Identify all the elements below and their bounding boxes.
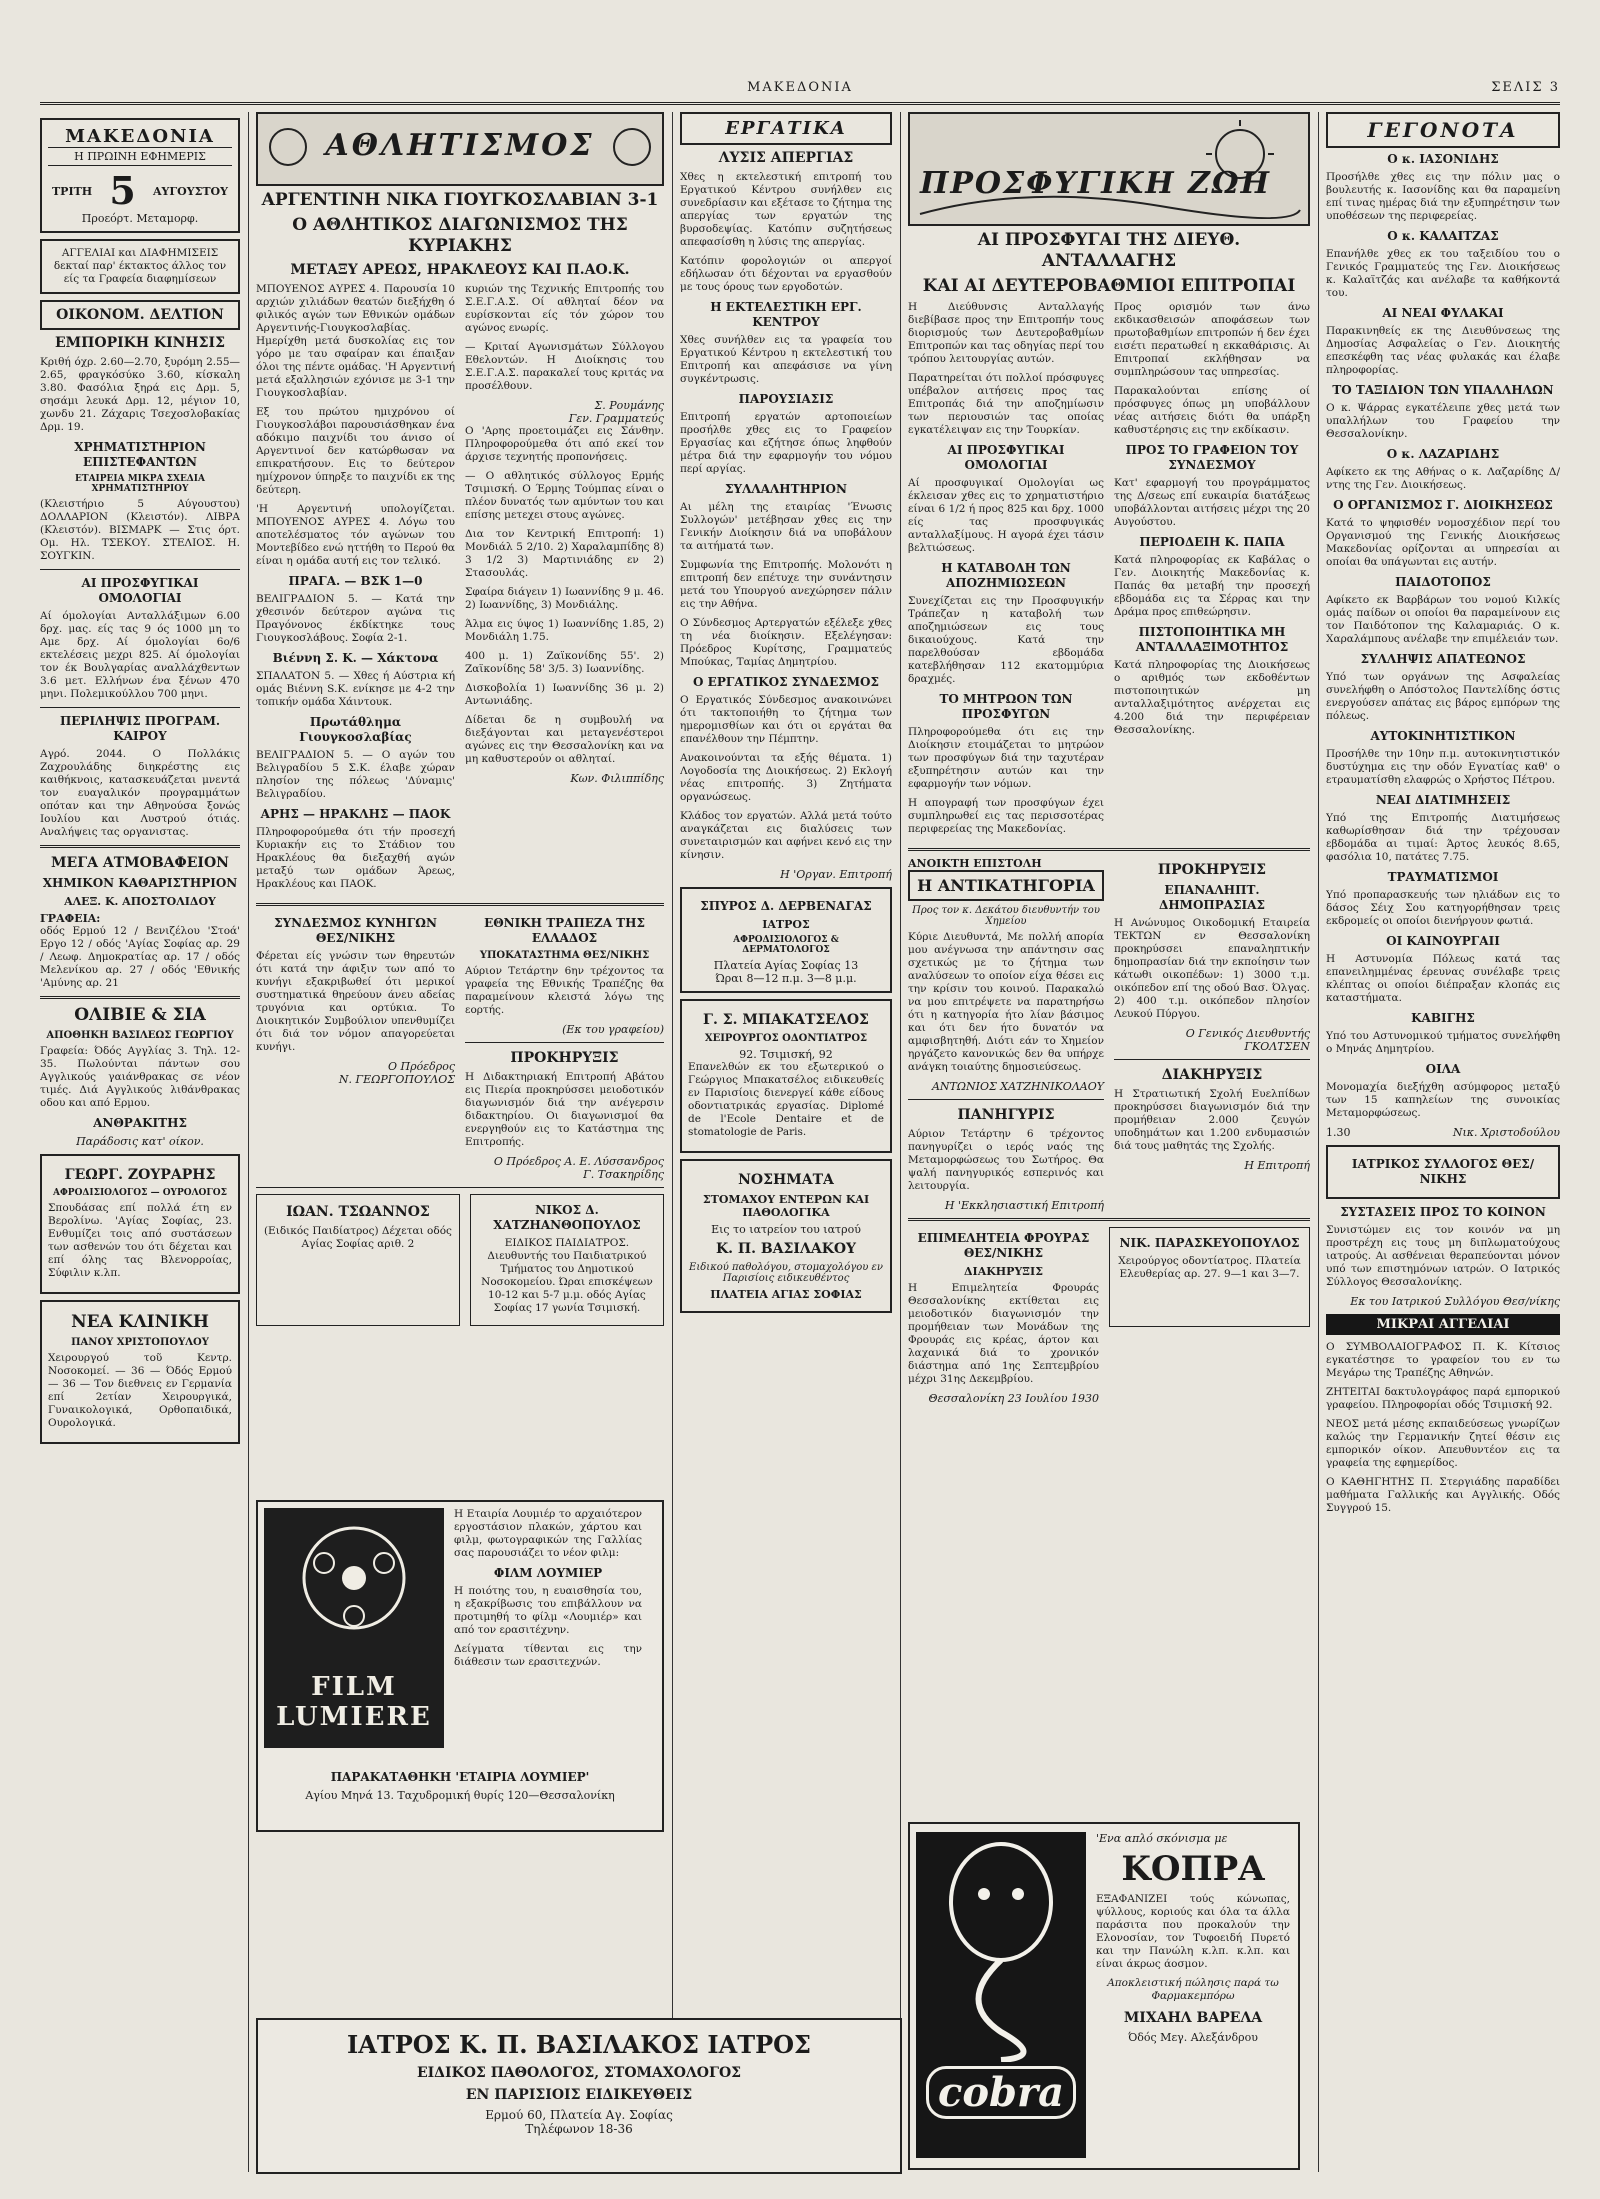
sports-para: Δισκοβολία 1) Ιωαννίδης 36 μ. 2) Αντωνιάδης. [465,682,664,707]
sports-result: Βιέννη Σ. Κ. — Χάκτονα [272,651,439,665]
declaration-heading: ΠΡΟΚΗΡΥΞΙΣ [510,1050,619,1066]
kopra-sale: Αποκλειστική πώλησις παρά τω Φαρμακεμπόρω [1107,1977,1279,2002]
column-rule [672,112,673,2172]
labour-label: ΕΡΓΑΤΙΚΑ [680,112,892,145]
lumiere-depot [256,1760,664,1832]
commerce-text: Κριθή όχρ. 2.60—2.70, ξυρόμη 2.55—2.65, φραγκόσύκο 3.60, κίσκαλη 3.80. Φασόλια ξηρά εις Δρμ. 5, σησάμι λευκά Δρμ. 12, μέγιον 10, χωνδυ 21. Ζάχαρις Τσεχοσλοβακίας Δρμ. 19. [40,356,240,433]
refugee-subheading: ΠΡΟΣ ΤΟ ΓΡΑΦΕΙΟΝ ΤΟΥ ΣΥΝΔΕΣΜΟΥ [1125,443,1299,472]
zourar-name: ΓΕΩΡΓ. ΖΟΥΡΑΡΗΣ [64,1167,216,1183]
vasilakos-address: Ερμού 60, Πλατεία Αγ. Σοφίας [485,2108,673,2122]
refugee-logo-text: ΠΡΟΣΦΥΓΙΚΗ ΖΩΗ [920,166,1271,201]
finance-banner: ΟΙΚΟΝΟΜ. ΔΕΛΤΙΟΝ [40,300,240,330]
vasilakos-training: ΕΝ ΠΑΡΙΣΙΟΙΣ ΕΙΔΙΚΕΥΘΕΙΣ [465,2087,693,2103]
stomach-subheading: ΣΤΟΜΑΧΟΥ ΕΝΤΕΡΩΝ ΚΑΙ ΠΑΘΟΛΟΓΙΚΑ [702,1193,870,1219]
sports-para: κυριών της Τεχνικής Επιτροπής του Σ.Ε.Γ.Α.Σ. Οί αθληταί δέον να ευρίσκονται είς τόν χώρον του αγώνος ενωρίς. [465,283,664,334]
signature: Ο Πρόεδρος [388,1060,455,1073]
kopra-seller: ΜΙΧΑΗΛ ΒΑΡΕΛΑ [1123,2010,1263,2026]
labour-subheading: Ο ΕΡΓΑΤΙΚΟΣ ΣΥΝΔΕΣΜΟΣ [693,675,879,689]
sports-left-subcolumn [256,283,455,897]
event-text: Αφίκετο εκ Βαρβάρων του νομού Κιλκίς ομάς παίδων οι οποίοι θα παραμείνουν εις τον Παιδότοπον της Καλαμαριάς. Ο κ. Χαραλάμπους ανέλαβε την επιμέλειάν των. [1326,594,1560,645]
vasilakos-ad [256,2018,902,2174]
column-rule [1318,112,1319,2172]
paraskevopoulos-ad [1109,1227,1310,1327]
refugee-bonds-text: Αί όμολογίαι Ανταλλάξιμων 6.00 δρχ. μας. είς τας 9 ός 1000 μη το Αμε δρχ. Αί όμολογίαι 6ο/6 εκτελέσεις μεχρι 825. Αί όμολογίαι τον έκ Βουλγαρίας αναλλάχθεντων 3.6 μετ. Ελλήνων ένα ξένων 470 μηνι. Πολεμικούλλου 700 μηνι. [40,610,240,700]
sports-para: Σφαίρα διάγειν 1) Ιωαννίδης 9 μ. 46. 2) Ιωαννίδης, 3) Μονδιάλης. [465,586,664,611]
issue-feast: Προεόρτ. Μεταμορφ. [81,212,199,225]
lumiere-depot-address: Αγίου Μηνά 13. Ταχυδρομική θυρίς 120—Θεσσαλονίκη [305,1789,615,1802]
column-labour [680,112,892,2002]
radio-heading: ΠΕΡΙΛΗΨΙΣ ΠΡΟΓΡΑΜ. ΚΑΙΡΟΥ [59,714,221,743]
feast-text: Αύριον Τετάρτην 6 τρέχοντος πανηγυρίζει ο ιερός ναός της Μεταμορφώσεως του Σωτήρος. Θα ψαλή πανηγυρικός εσπερινός και λειτουργία. [908,1128,1104,1192]
refugee-para: Κατά πληροφορίας εκ Καβάλας ο Γεν. Διοικητής Μακεδονίας κ. Παπάς θα μεταβή την προσεχή εβδομάδα εις τα Σέρρας και την Δράμα προς επιθεώρησιν. [1114,554,1310,618]
event-heading: ΑΥΤΟΚΙΝΗΤΙΣΤΙΚΟΝ [1370,729,1516,743]
labour-para: Κλάδος τον εργατών. Αλλά μετά τούτο αναγκάζεται εις διαλύσεις των συνεταιρισμών και αφήνει κενό εις την κίνησιν. [680,810,892,861]
medical-association [1326,1145,1560,1199]
classified-item: ΖΗΤΕΙΤΑΙ δακτυλογράφος παρά εμπορικού γραφείου. Πληροφορίαι οδός Τσιμισκή 92. [1326,1386,1560,1411]
page-header [40,78,1560,105]
event-text: Υπό του Αστυνομικού τμήματος συνελήφθη ο Μηνάς Δημητρίου. [1326,1030,1560,1055]
medical-association-subheading: ΣΥΣΤΑΣΕΙΣ ΠΡΟΣ ΤΟ ΚΟΙΝΟΝ [1340,1205,1546,1219]
event-text: Παρακινηθείς εκ της Διευθύνσεως της Δημοσίας Ασφαλείας ο Γεν. Διοικητής επεσκέφθη τας νέας φυλακάς και έλαβε πληροφορίας. [1326,325,1560,376]
column-sports [256,112,664,2172]
clinic-owner: ΠΑΝΟΥ ΧΡΙΣΤΟΠΟΥΛΟΥ [71,1337,209,1348]
zourar-title: ΑΦΡΟΔΙΣΙΟΛΟΓΟΣ — ΟΥΡΟΛΟΓΟΣ [52,1188,227,1198]
refugee-para: Η Διεύθυνσις Ανταλλαγής διεβίβασε προς την Επιτροπήν τους διορισμούς των Δευτεροβαθμίων Επιτροπών και τας οδηγίας περί του τρόπου λειτουργίας αυτών. [908,301,1104,365]
auction-heading: ΠΡΟΚΗΡΥΞΙΣ [1157,862,1267,878]
bakatselos-ad [680,999,892,1153]
refugee-para: Προς ορισμόν των άνω εκδικασθεισών αποφάσεων των πρωτοβαθμίων επιτροπών ή δεν έχει εισέτι περατωθεί η εκκαθάρισις. Αι Επιτροπαί εκλήθησαν να συμπληρώσουν τας υπηρεσίας. [1114,301,1310,378]
open-letter-title: Η ΑΝΤΙΚΑΤΗΓΟΡΙΑ [908,870,1104,901]
sports-para: ΒΕΛΙΓΡΑΔΙΟΝ 5. — Ο αγών του Βελιγραδίου 5 Σ.Κ. έλαβε χώραν πλησίον της πόλεως 'Δύναμις' Βελιγραδίου. [256,749,455,800]
labour-para: Ο Σύνδεσμος Αρτεργατών εξέλεξε χθες τη νέα διοίκησιν. Εξελέγησαν: Πρόεδρος Κυρίτσης, Γραμματεύς Μπούκας, Ταμίας Δημητρίου. [680,617,892,668]
column-rule [900,112,901,2172]
feast-heading: ΠΑΝΗΓΥΡΙΣ [957,1107,1055,1123]
sports-para: — Ο αθλητικός σύλλογος Ερμής Τσιμισκή. Ο Έρμης Τούμπας είναι ο πλέον δυνατός των αμύντων του και επίσης μετεχει στους αγώνες. [465,470,664,521]
stomach-heading: ΝΟΣΗΜΑΤΑ [738,1172,834,1188]
event-text: Κατά το ψηφισθέν νομοσχέδιον περί του Οργανισμού της Γενικής Διοικήσεως Μακεδονίας ορίζονται αι υπηρεσίαι αι οποίαι θα υπάγωνται εις αυτήν. [1326,517,1560,568]
dervenagas-title: ΙΑΤΡΟΣ [762,918,810,931]
event-heading: ΝΕΑΙ ΔΙΑΤΙΜΗΣΕΙΣ [1375,793,1511,807]
garrison-heading: ΕΠΙΜΕΛΗΤΕΙΑ ΦΡΟΥΡΑΣ ΘΕΣ/ΝΙΚΗΣ [917,1231,1090,1260]
kopra-text: ΕΞΑΦΑΝΙΖΕΙ τούς κώνωπας, ψύλλους, κοριούς και όλα τα άλλα παράσιτα που προκαλούν την Ελονοσίαν, τον Τυφοειδή Πυρετό και την Πανώλη κ.λπ. κ.λπ. και είναι άκρως άοσμον. [1096,1893,1290,1970]
event-text: Προσήλθε χθες εις την πόλιν μας ο βουλευτής κ. Ιασονίδης και θα παραμείνη επί τινας ημέρας διά την εξυπηρέτησιν των υποθέσεων της περιφερείας. [1326,171,1560,222]
kopra-poster [916,1832,1086,2158]
event-heading: ΤΟ ΤΑΞΙΔΙΟΝ ΤΩΝ ΥΠΑΛΛΗΛΩΝ [1332,383,1554,397]
labour-para: Συμφωνία της Επιτροπής. Μολονότι η επιτροπή δεν επέτυχε την συνάντησιν μετά του Υπουργού ανεχώρησεν πάλιν εις την Αθήνα. [680,559,892,610]
dervenagas-name: ΣΠΥΡΟΣ Δ. ΔΕΡΒΕΝΑΓΑΣ [700,899,872,913]
hunters-heading: ΣΥΝΔΕΣΜΟΣ ΚΥΝΗΓΩΝ ΘΕΣ/ΝΙΚΗΣ [274,916,437,945]
event-heading: Ο κ. ΙΑΣΟΝΙΔΗΣ [1387,152,1499,166]
bakatselos-text: Επανελθών εκ του εξωτερικού ο Γεώργιος Μπακατσέλος ειδικευθείς εν Παρισίοις διενεργεί κάθε είδους οδοντιατρικάς εργασίας. Diplomé de l'Ecole Dentaire et de stomatologie de Paris. [688,1061,884,1138]
event-heading: ΑΙ ΝΕΑΙ ΦΥΛΑΚΑΙ [1382,306,1504,320]
auction-text: Η Ανώνυμος Οικοδομική Εταιρεία ΤΕΚΤΩΝ εν Θεσσαλονίκη προκηρύσσει επαναληπτικήν δημοπρασίαν διά την εκποίησιν των κάτωθι οικοπέδων: 1) 3000 τ.μ. οικόπεδον επί της οδού Βασ. Όλγας. 2) 400 τ.μ. οικόπεδον πλησίον Λευκού Πύργου. [1114,917,1310,1020]
refugee-logo [908,112,1310,226]
event-text: Ο κ. Ψάρρας εγκατέλειπε χθες μετά των υπαλλήλων του Γραφείου την Θεσσαλονίκην. [1326,402,1560,440]
event-heading: Ο κ. ΚΑΛΑΙΤΖΑΣ [1387,229,1499,243]
dyeworks-owner: ΑΛΕΞ. Κ. ΑΠΟΣΤΟΛΙΔΟΥ [64,895,216,908]
labour-para: Κατόπιν φορολογιών οι απεργοί εδήλωσαν ότι δέχονται να εργασθούν με τους όρους των εργοδοτών. [680,255,892,293]
event-time: 1.30 [1326,1126,1351,1139]
sports-para: — Κριταί Αγωνισμάτων Σύλλογου Εθελοντών. Η Διοίκησις του Σ.Ε.Γ.Α.Σ. παρακαλεί τους κριτάς να προσέλθουν. [465,341,664,392]
tsoannos-text: (Ειδικός Παιδίατρος) Δέχεται οδός Αγίας Σοφίας αριθ. 2 [263,1225,452,1250]
olivie-anthracite: ΑΝΘΡΑΚΙΤΗΣ [93,1116,187,1130]
sports-para: Άλμα εις ύψος 1) Ιωαννίδης 1.85, 2) Μονδιάλη 1.75. [465,618,664,643]
labour-para: Επιτροπή εργατών αρτοποιείων προσήλθε χθες εις το Γραφείον Εργασίας και εζήτησε όπως ληφθούν μέτρα διά την εφαρμογήν του νόμου περί αργίας. [680,411,892,475]
event-heading: Ο κ. ΛΑΖΑΡΙΔΗΣ [1386,447,1500,461]
signature: Εκ του Ιατρικού Συλλόγου Θεσ/νίκης [1350,1295,1560,1308]
clinic-name: ΝΕΑ ΚΛΙΝΙΚΗ [71,1312,209,1332]
vasilakos-phone: Τηλέφωνον 18-36 [525,2122,633,2136]
bank-subheading: ΥΠΟΚΑΤΑΣΤΗΜΑ ΘΕΣ/ΝΙΚΗΣ [479,950,650,961]
sports-logo [256,112,664,186]
sports-headline-2: Ο ΑΘΛΗΤΙΚΟΣ ΔΙΑΓΩΝΙΣΜΟΣ ΤΗΣ ΚΥΡΙΑΚΗΣ [292,215,628,256]
bank-text: Αύριον Τετάρτην 6ην τρέχοντος τα γραφεία της Εθνικής Τραπέζης θα παραμείνουν κλειστά λόγω της εορτής. [465,965,664,1016]
sports-para: ΜΠΟΥΕΝΟΣ ΑΥΡΕΣ 4. Παρουσία 10 αρχιών χιλιάδων θεατών διεξήχθη ό φιλικός αγών των Εθνικών ομάδων Αργεντινής-Γιουγκοσλαβίας. Ημερίχθη μετά δυσκολίας εις τον γόρο με ταυ σφαίραν και έπαιξαν όλοι της πέντε ομάδας. 'Η Αργεντινή μετά εξαλλησιών εχόνισε με 3-1 την Γιουγκοσλαβίαν. [256,283,455,399]
chatzianthopoulos-name: ΝΙΚΟΣ Δ. ΧΑΤΖΗΑΝΘΟΠΟΥΛΟΣ [493,1203,641,1232]
medical-association-text: Συνιστώμεν εις τον κοινόν να μη προστρέχη εις τους μη διπλωματούχους ιατρούς. Αι ασθένειαι θεραπεύονται μόνον υπό των επιστημόνων ιατρών. Ο Ιατρικός Σύλλογος Θεσσαλονίκης. [1326,1224,1560,1288]
refugee-para: Κατά πληροφορίας της Διοικήσεως ο αριθμός των εκδοθέντων πιστοποιητικών μη ανταλλαξιμότητος ανέρχεται εις 4.200 διά την περιφέρειαν Θεσσαλονίκης. [1114,659,1310,736]
dervenagas-ad [680,887,892,993]
labour-para: Χθες συνήλθεν εις τα γραφεία του Εργατικού Κέντρου η εκτελεστική του Επιτροπή και απεφάσισε να γίνη συγκέντρωσις. [680,334,892,385]
masthead-title: ΜΑΚΕΔΟΝΙΑ [65,126,215,147]
proclamation-heading: ΔΙΑΚΗΡΥΞΙΣ [1161,1067,1263,1083]
cobra-snake-icon [916,1832,1086,2062]
column-rule [248,112,249,2172]
sports-para: ΣΠΑΛΑΤΟΝ 5. — Χθες ή Αύστρια κή ομάς Βιέννη S.K. ενίκησε με 4-2 την τοπικήν ομάδα Χάιντουκ. [256,670,455,708]
column-finance [40,112,240,2172]
kopra-name: ΚΟΠΡΑ [1121,1849,1265,1889]
refugee-headline-2: ΚΑΙ ΑΙ ΔΕΥΤΕΡΟΒΑΘΜΙΟΙ ΕΠΙΤΡΟΠΑΙ [922,276,1296,296]
garrison-text: Η Επιμελητεία Φρουράς Θεσσαλονίκης εκτίθεται εις μειοδοτικόν διαγωνισμόν την προμήθειαν των Μονάδων της Φρουράς εις κρέας, άρτον και λαχανικά διά το χρονικόν διάστημα από 1ης Σεπτεμβρίου μέχρι 31ης Δεκεμβρίου. [908,1282,1099,1385]
lumiere-film-name: ΦΙΛΜ ΛΟΥΜΙΕΡ [493,1566,603,1580]
chatzianthopoulos-ad [470,1194,664,1326]
page-number: ΣΕΛΙΣ 3 [1491,80,1560,95]
event-heading: Ο ΟΡΓΑΝΙΣΜΟΣ Γ. ΔΙΟΙΚΗΣΕΩΣ [1333,498,1553,512]
classifieds-banner: ΜΙΚΡΑΙ ΑΓΓΕΛΙΑΙ [1326,1314,1560,1335]
refugee-headline-1: ΑΙ ΠΡΟΣΦΥΓΑΙ ΤΗΣ ΔΙΕΥΘ. ΑΝΤΑΛΛΑΓΗΣ [977,230,1241,271]
lumiere-text: Δείγματα τίθενται εις την διάθεσιν των ερασιτεχνών. [454,1643,642,1668]
sports-para: Δια τον Κεντρική Επιτροπή: 1) Μονδιάλ 5 2/10. 2) Χαραλαμπίδης 8) 3 1/2 3) Μαρτινιάδης εν 2) Στασουλάς. [465,528,664,579]
sports-para: Εξ του πρώτου ημιχρόνου οί Γιουγκοσλάβοι παρουσιάσθηκαν ένα αδόκιμο παιχνίδι του άνισο οί Αργεντινοί δεν κατώρθωσαν να επικρατήσουν. Εις το δεύτερον ημίχρονον ύπηρξε το παιχνίδι εκ της δεύτερη. [256,406,455,496]
ad-notice: ΑΓΓΕΛΙΑΙ και ΔΙΑΦΗΜΙΣΕΙΣ δεκταί παρ' έκτακτος άλλος τον είς τα Γραφεία διαφημίσεων [40,239,240,294]
event-heading: ΟΙ ΚΑΙΝΟΥΡΓΑΙΙ [1386,934,1500,948]
event-text: Υπό προπαρασκευής των ηλιάδων εις το δάσος Σέιχ Σου κατηγορήθησαν τρεις εκδρομείς οι οποίοι διενήργουν φωτιά. [1326,889,1560,927]
lumiere-poster [264,1508,444,1748]
stomach-address: ΠΛΑΤΕΙΑ ΑΓΙΑΣ ΣΟΦΙΑΣ [710,1288,862,1301]
lumiere-depot-label: ΠΑΡΑΚΑΤΑΘΗΚΗ 'ΕΤΑΙΡΙΑ ΛΟΥΜΙΕΡ' [330,1770,590,1784]
column-events [1326,112,1560,2172]
refugee-para: Κατ' εφαρμογή του προγράμματος της Δ/σεως επί ευκαιρία διατάξεως υποβάλλονται αιτήσεις μέχρι της 20 Αυγούστου. [1114,477,1310,528]
issue-date-number: 5 [109,168,136,213]
tsoannos-name: ΙΩΑΝ. ΤΣΩΑΝΝΟΣ [286,1204,430,1220]
events-label: ΓΕΓΟΝΟΤΑ [1326,112,1560,148]
labour-para: Αι μέλη της εταιρίας 'Ένωσις Συλλογών' μετέβησαν χθες εις την Γενικήν Διοίκησιν διά να υποβάλουν τα αιτήματά των. [680,501,892,552]
olivie-delivery: Παράδοσις κατ' οίκον. [76,1135,204,1148]
signature: Νικ. Χριστοδούλου [1452,1126,1560,1139]
olivie-subheading: ΑΠΟΘΗΚΗ ΒΑΣΙΛΕΩΣ ΓΕΩΡΓΙΟΥ [46,1030,234,1041]
hunters-text: Φέρεται είς γνώσιν των θηρευτών ότι κατά την άφιξιν των από το κυνήγι εξακριβωθεί ότι μερικοί συστηματικά θηρεύουν άνευ αδείας τρυγόνια και ορτύκια. Το Διοικητικόν Συμβούλιον υπενθυμίζει ότι διά τον νόμον απαγορεύεται κυνήγι. [256,950,455,1053]
exchange-text: (Κλειστήριο 5 Αύγουστου) ΔΟΛΛΑΡΙΟΝ (Κλειστόν). ΛΙΒΡΑ (Κλειστόν). ΒΙΣΜΑΡΚ — Στις όρτ. Ομ. Ηλ. ΤΣΕΚΟΥ. ΣΤΕΛΙΟΣ. Η. ΣΟΥΓΚΙΝ. [40,498,240,562]
masthead-box [40,118,240,233]
signature: Κων. Φιλιππίδης [570,772,664,785]
refugee-para: Παρακαλούνται επίσης οί πρόσφυγες όπως μη υποβάλλουν νέας αιτήσεις διότι θα υπάρξη καθυστέρησις εις την εκδίκασιν. [1114,385,1310,436]
cobra-brand: cobra [926,2066,1076,2119]
sports-para: 400 μ. 1) Ζαϊκονίδης 55'. 2) Ζαϊκονίδης 58' 3/5. 3) Ιωαννίδης. [465,650,664,675]
paraskevopoulos-name: ΝΙΚ. ΠΑΡΑΣΚΕΥΟΠΟΥΛΟΣ [1119,1236,1300,1250]
proclamation-text: Η Στρατιωτική Σχολή Ευελπίδων προκηρύσσει διαγωνισμόν διά την προμήθειαν 2.000 ζευγών υποδημάτων και 1.200 ενδυμασιών διά τους μαθητάς της Σχολής. [1114,1088,1310,1152]
open-letter-recipient: Προς τον κ. Δεκάτου διευθυντήν του Χημείου [912,905,1100,927]
auction-subheading: ΕΠΑΝΑΛΗΠΤ. ΔΗΜΟΠΡΑΣΙΑΣ [1159,883,1265,912]
declaration-text: Η Διδακτηριακή Επιτροπή Αβάτου εις Πιερία προκηρύσσει μειοδοτικόν διαγωνισμόν διά την ανέγερσιν διδακτηρίου. Οι διαγωνισμοί θα ενεργηθούν εις το Κατάστημα της Επιτροπής. [465,1071,664,1148]
open-letter-text: Κύριε Διευθυντά, Με πολλή απορία μου ανέγνωσα την απάντησιν σας σχετικώς με το ζήτημα των αναλύσεων το οποίον είχα θέσει εις την κρίσιν του κοινού. Παρακαλώ να μου επιτρέψετε να παρατηρήσω ότι η κατηγορία ήτο λίαν βάσιμος και ότι δεν ήτο δυνατόν να αμφισβητηθή. Διότι εάν το Χημείον ηργάζετο κανονικώς δεν θα υπήρχε ανάγκη τοιαύτης δημοσιεύσεως. [908,931,1104,1073]
sports-para: Δίδεται δε η συμβουλή να διεξάγονται και μεταγενέστεροι αγώνες εις την Θεσσαλονίκη και να μη καθυστερούν οι αθληταί. [465,714,664,765]
tsoannos-ad [256,1194,460,1326]
bakatselos-name: Γ. Σ. ΜΠΑΚΑΤΣΕΛΟΣ [703,1012,869,1028]
signature: Η Επιτροπή [1244,1159,1310,1172]
refugee-subheading: ΤΟ ΜΗΤΡΩΟΝ ΤΩΝ ΠΡΟΣΦΥΓΩΝ [939,692,1073,721]
signature: Ν. ΓΕΩΡΓΟΠΟΥΛΟΣ [338,1073,455,1086]
lumiere-brand: FILM LUMIERE [276,1672,432,1732]
film-reel-icon [264,1508,444,1668]
open-letter-label: ΑΝΟΙΚΤΗ ΕΠΙΣΤΟΛΗ [908,857,1042,870]
refugee-subheading: ΠΕΡΙΟΔΕΙΗ Κ. ΠΑΠΑ [1139,535,1285,549]
refugee-para: Παρατηρείται ότι πολλοί πρόσφυγες υπέβαλον αιτήσεις προς τας Επιτροπάς διά την αποζημίωσιν των περιουσιών τας οποίας εγκατέλειψαν εις την Τουρκίαν. [908,372,1104,436]
kopra-ad [908,1822,1300,2170]
hunters-notice [256,912,455,1181]
labour-para: Ανακοινούνται τα εξής θέματα. 1) Λογοδοσία της Διοικήσεως. 2) Εκλογή νέας επιτροπής. 3) Ζητήματα οργανώσεως. [680,752,892,803]
event-text: Η Αστυνομία Πόλεως κατά τας επανειλημμένας έρευνας συνέλαβε τρεις κλέπτας οι οποίοι διέπραξαν κλοπάς εις καταστήματα. [1326,953,1560,1004]
labour-subheading: ΠΑΡΟΥΣΙΑΣΙΣ [738,392,834,406]
dyeworks-subheading: ΧΗΜΙΚΟΝ ΚΑΘΑΡΙΣΤΗΡΙΟΝ [42,876,238,890]
zourar-text: Σπουδάσας επί πολλά έτη εν Βερολίνω. 'Αγίας Σοφίας, 23. Ενθυμίζει τοις από συστάσεων των ασθενών του ότι δέχεται και επί όλης τας Βλενορροίας, Σύφιλιν κ.λπ. [48,1202,232,1279]
masthead-subtitle: Η ΠΡΩΙΝΗ ΕΦΗΜΕΡΙΣ [48,147,232,166]
lumiere-text: Η Εταιρία Λουμιέρ το αρχαιότερον εργοστάσιον πλακών, χάρτου και φιλμ, φωτογραφικών της Γαλλίας σας παρουσιάζει το νέον φιλμ: [454,1508,642,1559]
refugee-subheading: ΠΙΣΤΟΠΟΙΗΤΙΚΑ ΜΗ ΑΝΤΑΛΛΑΞΙΜΟΤΗΤΟΣ [1135,625,1289,654]
dervenagas-hours: Ώραι 8—12 π.μ. 3—8 μ.μ. [715,972,857,985]
issue-day: ΤΡΙΤΗ [52,184,93,198]
bank-heading: ΕΘΝΙΚΗ ΤΡΑΠΕΖΑ ΤΗΣ ΕΛΛΑΔΟΣ [484,916,645,945]
issue-month: ΑΥΓΟΥΣΤΟΥ [152,184,228,198]
sports-result: ΠΡΑΓΑ. — ΒΣΚ 1—0 [288,574,423,588]
stomach-ad [680,1159,892,1313]
paper-name: ΜΑΚΕΔΟΝΙΑ [747,80,853,95]
sports-logo-text: ΑΘΛΗΤΙΣΜΟΣ [325,128,595,163]
chatzianthopoulos-text: ΕΙΔΙΚΟΣ ΠΑΙΔΙΑΤΡΟΣ. Διευθυντής του Παιδιατρικού Τμήματος του Δημοτικού Νοσοκομείου. Ώραι επισκέψεων 10-12 και 5-7 μ.μ. οδός Αγίας Σοφίας 17 γωνία Τσιμισκή. [481,1237,653,1314]
kopra-intro: 'Ενα απλό σκόνισμα με [1096,1832,1228,1845]
sports-headline-1: ΑΡΓΕΝΤΙΝΗ ΝΙΚΑ ΓΙΟΥΓΚΟΣΛΑΒΙΑΝ 3-1 [261,190,659,210]
event-text: Υπό των οργάνων της Ασφαλείας συνελήφθη ο Απόστολος Παντελίδης όστις ενεργούσεν απάτας εις βάρος εμπόρων της πόλεως. [1326,671,1560,722]
commerce-heading: ΕΜΠΟΡΙΚΗ ΚΙΝΗΣΙΣ [54,335,226,351]
labour-para: Ο Εργατικός Σύνδεσμος ανακοινώνει ότι τακτοποιήθη το ζήτημα των ημερομισθίων και ότι οι εργάται θα επανέλθουν την Πέμπτην. [680,694,892,745]
signature: ΓΚΟΛΤΣΕΝ [1244,1040,1310,1053]
signature: Γ. Τσακηρίδης [583,1168,664,1181]
stomach-text2: Ειδικού παθολόγου, στομαχολόγου εν Παρισίοις ειδικευθέντος [689,1262,883,1284]
sports-para: ΒΕΛΙΓΡΑΔΙΟΝ 5. — Κατά την χθεσινόν δεύτερον αγώνα τις Πραγόνονος έκδίκτηκε τους Γιουγκοσλάβους. Σοφία 2-1. [256,593,455,644]
signature-title: Γεν. Γραμματεύς [568,412,664,425]
dyeworks-heading: ΜΕΓΑ ΑΤΜΟΒΑΦΕΙΟΝ [51,855,229,871]
refugee-subheading: Η ΚΑΤΑΒΟΛΗ ΤΩΝ ΑΠΟΖΗΜΙΩΣΕΩΝ [941,561,1071,590]
labour-para: Χθες η εκτελεστική επιτροπή του Εργατικού Κέντρου συνήλθεν εις συνεδρίασιν και εξέτασε το ζήτημα της απεργίας των εργατών της βυρσοδεψίας. Κατόπιν συζητήσεως απεφασίσθη η λύσις της απεργίας. [680,171,892,248]
signature: ΑΝΤΩΝΙΟΣ ΧΑΤΖΗΝΙΚΟΛΑΟΥ [931,1080,1104,1093]
olivie-text: Γραφεία: Όδός Αγγλίας 3. Τηλ. 12-35. Πωλούνται πάντων σου Αγγλικούς γαιάνθρακας σε νέον τιμές. Διά Αγγλικούς λιθάνθρακας οδου και από Ερμου. [40,1045,240,1109]
event-heading: ΚΑΒΙΓΗΣ [1411,1011,1475,1025]
refugee-para: Η απογραφή των προσφύγων έχει συμπληρωθεί εις τας περισσοτέρας περιφερείας της Μακεδονίας. [908,797,1104,835]
sports-para: 'Η Αργεντινή υπολογίζεται. ΜΠΟΥΕΝΟΣ ΑΥΡΕΣ 4. Λόγω του αποτελέσματος τόν αγώνων του Μοντεβίδεο ενώ ηττήθη το Περού θα είναι η ομάδα αυτή εις τον τελικό. [256,503,455,567]
paraskevopoulos-text: Χειρούργος οδοντίατρος. Πλατεία Ελευθερίας αρ. 27. 9—1 και 3—7. [1118,1255,1301,1280]
lumiere-ad [256,1500,664,1770]
event-text: Αφίκετο εκ της Αθήνας ο κ. Λαζαρίδης Δ/ντης της Γεν. Διοικήσεως. [1326,466,1560,491]
event-text: Προσήλθε την 10ην π.μ. αυτοκινητιστικόν δυστύχημα εις την οδόν Εγνατίας καθ' ο ετραυματίσθη ελαφρώς ο Χρήστος Πέτρου. [1326,748,1560,786]
kopra-address: Όδός Μεγ. Αλεξάνδρου [1128,2031,1258,2044]
event-heading: ΣΥΛΛΗΨΙΣ ΑΠΑΤΕΩΝΟΣ [1360,652,1526,666]
garrison-subheading: ΔΙΑΚΗΡΥΞΙΣ [964,1265,1043,1278]
vasilakos-name: ΙΑΤΡΟΣ Κ. Π. ΒΑΣΙΛΑΚΟΣ ΙΑΤΡΟΣ [347,2030,811,2059]
auction-notice [1114,857,1310,1212]
sports-headline-3: ΜΕΤΑΞΥ ΑΡΕΩΣ, ΗΡΑΚΛΕΟΥΣ ΚΑΙ Π.ΑΟ.Κ. [290,262,630,278]
sports-para: Πληροφορούμεθα ότι τήν προσεχή Κυριακήν εις το Στάδιον του Ηρακλέους θα διεξαχθή αγών μεταξύ των ομάδων Άρεως, Ηρακλέους και ΠΑΟΚ. [256,826,455,890]
signature: Η 'Εκκλησιαστική Επιτροπή [944,1199,1104,1212]
signature: Ο Γενικός Διευθυντής [1185,1027,1310,1040]
classified-item: Ο ΣΥΜΒΟΛΑΙΟΓΡΑΦΟΣ Π. Κ. Κίτσιος εγκατέστησε το γραφείον του εν τω Μεγάρω της Τραπέζης Αθηνών. [1326,1341,1560,1379]
signature: Θεσσαλονίκη 23 Ιουλίου 1930 [928,1392,1099,1405]
refugee-bonds-heading: ΑΙ ΠΡΟΣΦΥΓΙΚΑΙ ΟΜΟΛΟΓΙΑΙ [81,576,199,605]
sports-right-subcolumn [465,283,664,897]
event-heading: ΟΙΛΑ [1425,1062,1461,1076]
radio-text: Αγρό. 2044. Ο Πολλάκις Ζαχρουλάδης διηκρέστης εις καιθήκνοις, κατασκευάζεται μνεντά τον ευαγαλικόν προγραμμάτων οπόταν και την Αθηνούσα ξονώς Ιουλίου και Λυστρού ότιάς. Αναλήψεις τας οργανιστας. [40,748,240,838]
refugee-para: Συνεχίζεται εις την Προσφυγικήν Τράπεζαν η καταβολή των αποζημιώσεων εις τους δικαιούχους. Κατά την παρελθούσαν εβδομάδα κατεβλήθησαν 112 εκατομμύρια δραχμές. [908,595,1104,685]
event-text: Επανήλθε χθες εκ του ταξειδίου του ο Γενικός Γραμματεύς της Γεν. Διοικήσεως κ. Καλαϊτζάς και ανέλαβε τα καθήκοντά του. [1326,248,1560,299]
bank-notice [465,912,664,1181]
labour-subheading: Η ΕΚΤΕΛΕΣΤΙΚΗ ΕΡΓ. ΚΕΝΤΡΟΥ [710,300,862,329]
dervenagas-specialty: ΑΦΡΟΔΙΣΙΟΛΟΓΟΣ & ΔΕΡΜΑΤΟΛΟΓΟΣ [733,935,839,955]
signature: (Εκ του γραφείου) [562,1023,664,1036]
signature: Η 'Οργαν. Επιτροπή [780,868,892,881]
refugee-subheading: ΑΙ ΠΡΟΣΦΥΓΙΚΑΙ ΟΜΟΛΟΓΙΑΙ [947,443,1065,472]
stomach-text: Εις το ιατρείον του ιατρού [711,1223,861,1236]
dervenagas-address: Πλατεία Αγίας Σοφίας 13 [713,959,859,972]
vasilakos-specialty: ΕΙΔΙΚΟΣ ΠΑΘΟΛΟΓΟΣ, ΣΤΟΜΑΧΟΛΟΓΟΣ [416,2065,742,2081]
exchange-heading: ΧΡΗΜΑΤΙΣΤΗΡΙΟΝ ΕΠΙΣΤΕΦΑΝΤΩΝ [74,440,206,469]
sports-para: Ο 'Αρης προετοιμάζει εις Σάνθην. Πληροφορούμεθα ότι από εκεί τον άρχισε τεχνητής προπονήσεις. [465,425,664,463]
event-heading: ΤΡΑΥΜΑΤΙΣΜΟΙ [1387,870,1499,884]
zourar-ad [40,1154,240,1294]
sports-subheading: Πρωτάθλημα Γιουγκοσλαβίας [299,715,412,744]
dyeworks-offices-label: ΓΡΑΦΕΙΑ: [40,912,101,925]
bakatselos-title: ΧΕΙΡΟΥΡΓΟΣ ΟΔΟΝΤΙΑΤΡΟΣ [704,1033,868,1044]
signature: Σ. Ρουμάνης [594,399,664,412]
event-text: Μονομαχία διεξήχθη ασύμφορος μεταξύ των 15 καπηλείων της συνοικίας Μεταμορφώσεως. [1326,1081,1560,1119]
dyeworks-addresses: οδός Ερμού 12 / Βενιζέλου 'Στοά' Εργο 12 / οδός 'Αγίας Σοφίας αρ. 29 / Λεωφ. Δημοκρατίας αρ. 17 / οδός Μελενίκου αρ. 27 / οδός 'Εθνικής 'Αμύνης αρ. 21 [40,925,240,989]
open-letter [908,857,1104,1212]
classified-item: Ο ΚΑΘΗΓΗΤΗΣ Π. Στεργιάδης παραδίδει μαθήματα Γαλλικής και Αγγλικής. Οδός Συγγρού 15. [1326,1476,1560,1514]
bakatselos-address: 92. Τσιμισκή, 92 [739,1048,833,1061]
refugee-para: Πληροφορούμεθα ότι εις την Διοίκησιν ετοιμάζεται το μητρώον των προσφύγων διά την ταχυτέραν εξυπηρέτησιν αυτών και την εφαρμογήν των νόμων. [908,726,1104,790]
clinic-ad [40,1300,240,1444]
lumiere-text: Η ποιότης του, η ευαισθησία του, η εξακρίβωσις του επιβάλλουν να προτιμηθή το φίλμ «Λουμιέρ» και από τον ερασιτέχνην. [454,1585,642,1636]
sports-subheading: ΑΡΗΣ — ΗΡΑΚΛΗΣ — ΠΑΟΚ [260,807,451,821]
clinic-text: Χειρουργού τοῦ Κεντρ. Νοσοκομεί. — 36 — Όδός Ερμού — 36 — Τον διεθνεις εν Γερμανία επί 2ετίαν Χειρουργικά, Γυναικολογικά, Ορθοπαιδικά, Ουρολογικά. [48,1352,232,1429]
classified-item: ΝΕΟΣ μετά μέσης εκπαιδεύσεως γνωρίζων καλώς την Γερμανικήν ζητεί θέσιν εις εμπορικόν οίκον. Απευθυντέον εις τα γραφεία της εφημερίδος. [1326,1418,1560,1469]
labour-heading: ΛΥΣΙΣ ΑΠΕΡΓΙΑΣ [718,150,854,166]
signature: Ο Πρόεδρος Α. Ε. Λύσσανδρος [493,1155,664,1168]
event-text: Υπό της Επιτροπής Διατιμήσεως καθωρίσθησαν διά την τρέχουσαν εβδομάδα αι τιμαί: Άρτος λευκός 8.65, φασόλια 10, πατάτες 7.75. [1326,812,1560,863]
exchange-subheading: ΕΤΑΙΡΕΙΑ ΜΙΚΡΑ ΣΧΕΔΙΑ ΧΡΗΜΑΤΙΣΤΗΡΙΟΥ [75,474,205,494]
event-heading: ΠΑΙΔΟΤΟΠΟΣ [1395,575,1491,589]
labour-subheading: ΣΥΛΛΑΛΗΤΗΡΙΟΝ [725,482,847,496]
refugee-para: Αί προσφυγικαί Ομολογίαι ως έκλεισαν χθες εις το χρηματιστήριο είναι 6 1/2 ή προς 825 και δρχ. 1000 είς τας προσφυγικάς ανταλλαξίμους. Η αγορά έχει τάσιν βελτιώσεως. [908,477,1104,554]
stomach-doctor: Κ. Π. ΒΑΣΙΛΑΚΟΥ [715,1241,857,1257]
medical-association-heading: ΙΑΤΡΙΚΟΣ ΣΥΛΛΟΓΟΣ ΘΕΣ/ΝΙΚΗΣ [1351,1157,1535,1186]
olivie-heading: ΟΛΙΒΙΕ & ΣΙΑ [74,1005,206,1025]
garrison-notice [908,1227,1099,1405]
